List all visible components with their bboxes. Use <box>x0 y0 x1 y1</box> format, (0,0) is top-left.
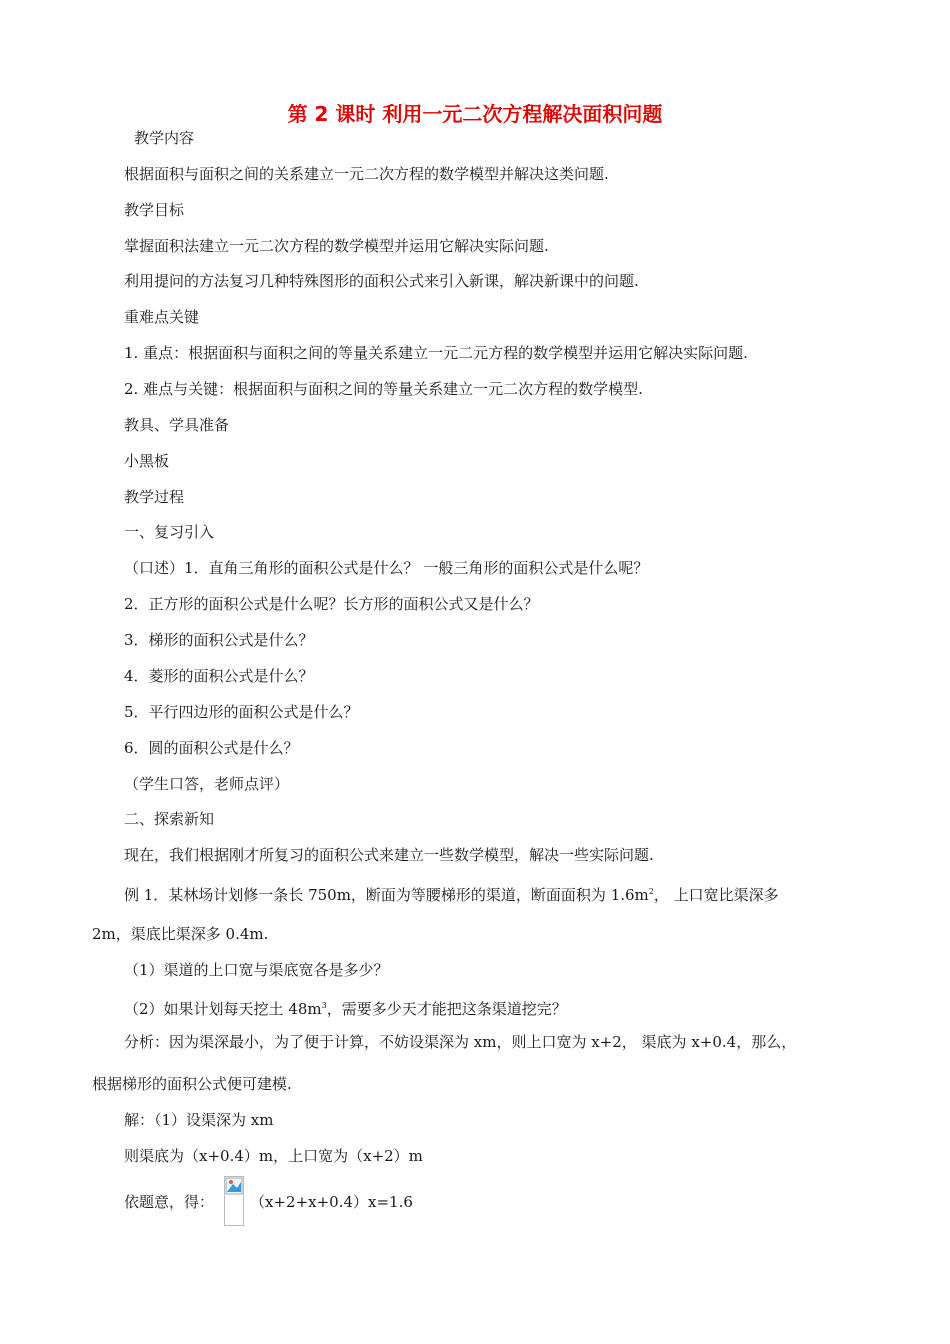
content-heading: 教学内容 <box>134 129 195 147</box>
goals-heading: 教学目标 <box>124 201 185 219</box>
key-point-2: 2. 难点与关键：根据面积与面积之间的等量关系建立一元二次方程的数学模型. <box>124 380 643 398</box>
goal-1: 掌握面积法建立一元二次方程的数学模型并运用它解决实际问题. <box>124 237 549 255</box>
page-title: 第 2 课时 利用一元二次方程解决面积问题 <box>287 102 663 126</box>
example-1-text-a: 例 1．某林场计划修一条长 750m，断面为等腰梯形的渠道，断面面积为 1.6m <box>124 886 649 904</box>
solution-line-1: 解：（1）设渠深为 xm <box>124 1111 274 1129</box>
solution-line-3-equation: （x+2+x+0.4）x=1.6 <box>250 1193 413 1211</box>
tools-heading: 教具、学具准备 <box>124 416 230 434</box>
goal-2: 利用提问的方法复习几种特殊图形的面积公式来引入新课，解决新课中的问题. <box>124 272 639 290</box>
sub-question-2-text-b: ，需要多少天才能把这条渠道挖完？ <box>326 1000 567 1018</box>
question-4: 4．菱形的面积公式是什么？ <box>124 667 314 685</box>
key-heading: 重难点关键 <box>124 308 200 326</box>
question-1: （口述）1．直角三角形的面积公式是什么？ 一般三角形的面积公式是什么呢？ <box>124 559 649 577</box>
solution-line-2: 则渠底为（x+0.4）m，上口宽为（x+2）m <box>124 1147 423 1165</box>
question-3: 3．梯形的面积公式是什么？ <box>124 631 314 649</box>
process-heading: 教学过程 <box>124 488 185 506</box>
sub-question-1: （1）渠道的上口宽与渠底宽各是多少？ <box>124 961 389 979</box>
sub-question-2-superscript: 3 <box>321 1001 327 1010</box>
sub-question-2-text-a: （2）如果计划每天挖土 48m <box>124 1000 322 1018</box>
broken-image-icon <box>224 1176 244 1226</box>
question-2: 2．正方形的面积公式是什么呢？长方形的面积公式又是什么？ <box>124 595 539 613</box>
tools-text: 小黑板 <box>124 452 170 470</box>
explore-heading: 二、探索新知 <box>124 810 215 828</box>
content-text: 根据面积与面积之间的关系建立一元二次方程的数学模型并解决这类问题. <box>124 165 609 183</box>
answer-note: （学生口答，老师点评） <box>124 775 290 793</box>
explore-intro: 现在，我们根据刚才所复习的面积公式来建立一些数学模型，解决一些实际问题. <box>124 846 654 864</box>
example-1-superscript: 2 <box>648 887 654 896</box>
question-5: 5．平行四边形的面积公式是什么？ <box>124 703 359 721</box>
example-1-line-1 <box>124 882 779 905</box>
analysis-line-1: 分析：因为渠深最小，为了便于计算，不妨设渠深为 xm，则上口宽为 x+2， 渠底为 x+0.4，那么， <box>124 1033 797 1051</box>
example-1-text-b: ， 上口宽比渠深多 <box>653 886 779 904</box>
question-6: 6．圆的面积公式是什么？ <box>124 739 299 757</box>
sub-question-2 <box>124 996 567 1019</box>
review-heading: 一、复习引入 <box>124 523 215 541</box>
key-point-1: 1. 重点：根据面积与面积之间的等量关系建立一元二元方程的数学模型并运用它解决实际问题. <box>124 344 748 362</box>
solution-line-3-prefix: 依题意，得： <box>124 1193 215 1211</box>
analysis-line-2: 根据梯形的面积公式便可建模. <box>92 1075 292 1093</box>
example-1-line-2: 2m，渠底比渠深多 0.4m. <box>92 925 269 943</box>
